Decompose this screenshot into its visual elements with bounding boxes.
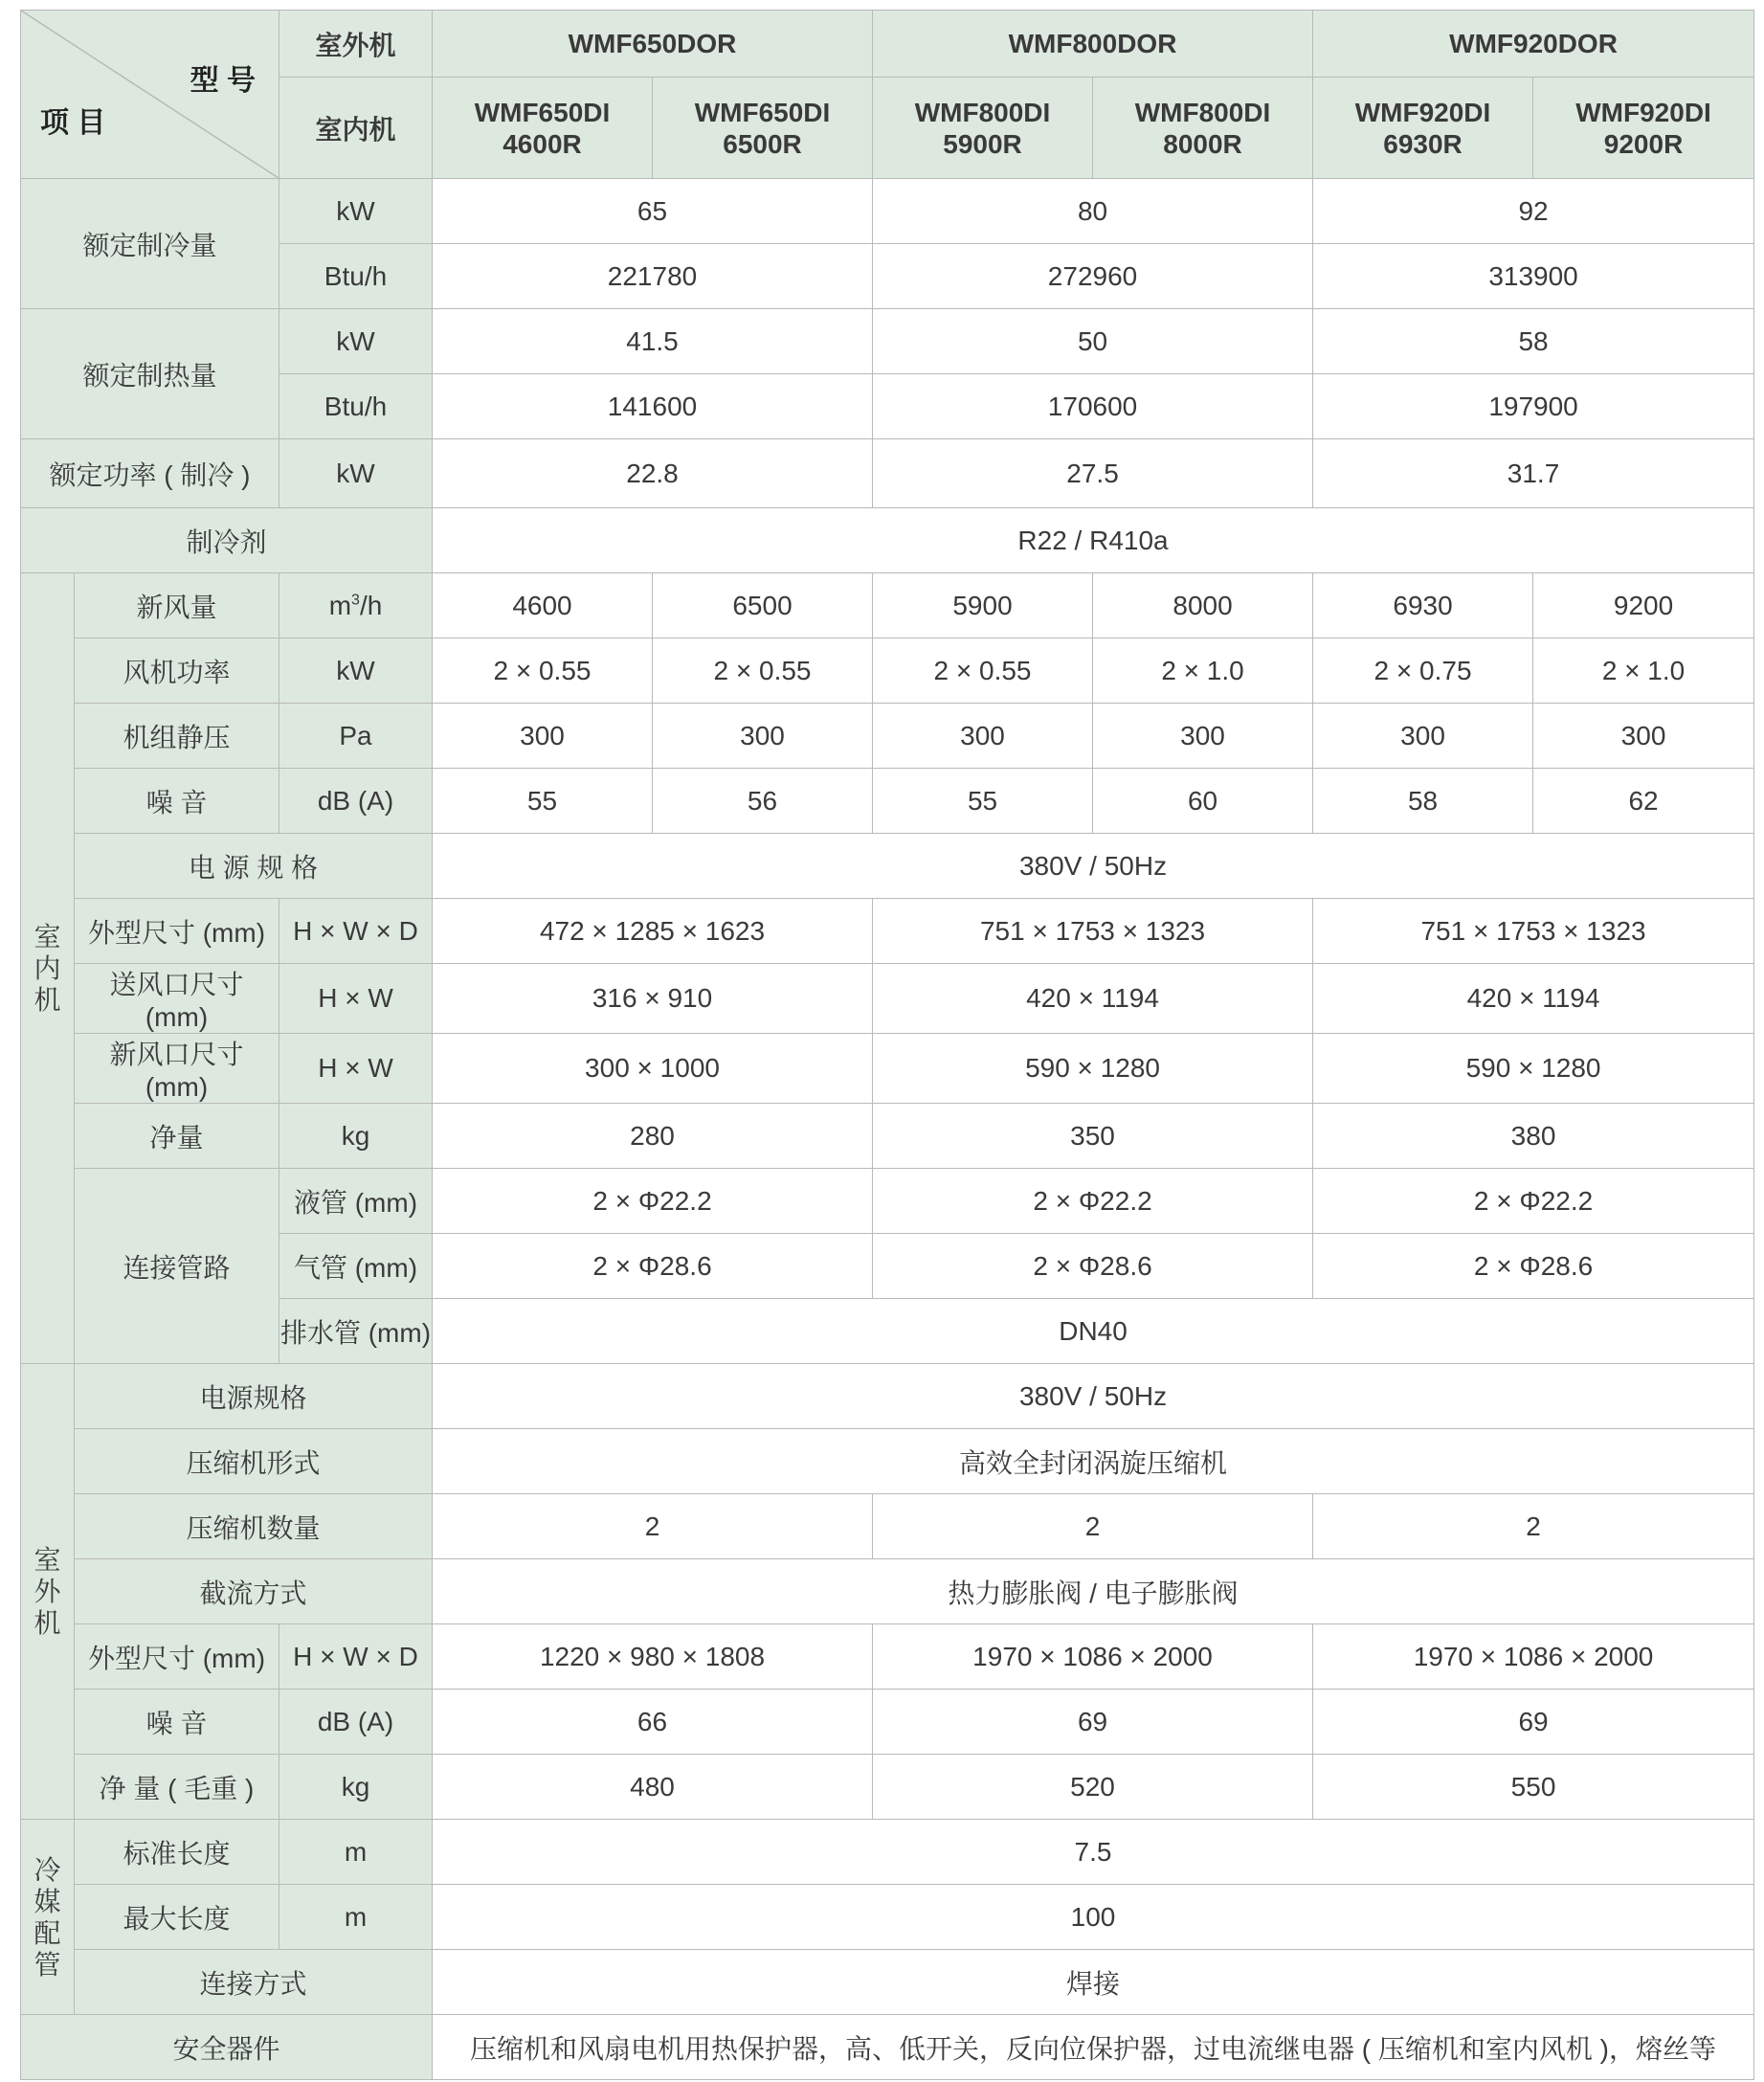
header-row-indoor (21, 78, 1754, 179)
row-supply-outlet (21, 964, 1754, 1034)
row-label: 截流方式 (75, 1559, 433, 1624)
value-cell: 1220 × 980 × 1808 (433, 1624, 873, 1690)
value-cell: 300 (433, 704, 653, 769)
row-label: 连接管路 (75, 1169, 279, 1364)
value-cell: 313900 (1313, 244, 1754, 309)
value-cell: 197900 (1313, 374, 1754, 439)
value-cell: 350 (873, 1104, 1313, 1169)
value-cell: 1970 × 1086 × 2000 (873, 1624, 1313, 1690)
value-cell: 65 (433, 179, 873, 244)
value-cell: 2 × Φ22.2 (433, 1169, 873, 1234)
value-cell: 380V / 50Hz (433, 834, 1754, 899)
value-cell: 2 × Φ28.6 (1313, 1234, 1754, 1299)
row-label: 外型尺寸 (mm) (75, 1624, 279, 1690)
value-cell: 2 × 0.75 (1313, 638, 1533, 704)
value-cell: 58 (1313, 769, 1533, 834)
row-drain-pipe (21, 1299, 1754, 1364)
spec-table (20, 10, 1754, 2080)
unit-cell: $m^3/h$ (279, 573, 433, 638)
value-cell: 2 × Φ22.2 (873, 1169, 1313, 1234)
value-cell: 1970 × 1086 × 2000 (1313, 1624, 1754, 1690)
value-cell: 55 (873, 769, 1093, 834)
row-outdoor-dimensions (21, 1624, 1754, 1690)
value-cell: 300 (653, 704, 873, 769)
value-cell: 590 × 1280 (1313, 1034, 1754, 1104)
indoor-model: WMF920DI 6930R (1313, 78, 1533, 179)
row-label: 额定制冷量 (21, 179, 279, 309)
value-cell: 170600 (873, 374, 1313, 439)
row-label: 噪 音 (75, 769, 279, 834)
unit-cell: m (279, 1820, 433, 1885)
unit-cell: kW (279, 439, 433, 508)
value-cell: 380V / 50Hz (433, 1364, 1754, 1429)
value-cell: 316 × 910 (433, 964, 873, 1034)
row-compressor-count (21, 1494, 1754, 1559)
value-cell: 压缩机和风扇电机用热保护器，高、低开关，反向位保护器，过电流继电器 ( 压缩机和室内风机 )，熔丝等 (433, 2015, 1754, 2080)
unit-cell: kW (279, 309, 433, 374)
unit-cell: m (279, 1885, 433, 1950)
row-label: 新风口尺寸 (mm) (75, 1034, 279, 1104)
value-cell: 92 (1313, 179, 1754, 244)
row-label: 标准长度 (75, 1820, 279, 1885)
value-cell: 55 (433, 769, 653, 834)
header-row-outdoor (21, 11, 1754, 78)
row-connection (21, 1950, 1754, 2015)
row-label: 噪 音 (75, 1690, 279, 1755)
value-cell: 280 (433, 1104, 873, 1169)
row-label: 压缩机形式 (75, 1429, 433, 1494)
row-label: 电源规格 (75, 1364, 433, 1429)
value-cell: 590 × 1280 (873, 1034, 1313, 1104)
unit-cell: H × W (279, 1034, 433, 1104)
value-cell: 2 (1313, 1494, 1754, 1559)
row-standard-length (21, 1820, 1754, 1885)
row-label: 制冷剂 (21, 508, 433, 573)
value-cell: DN40 (433, 1299, 1754, 1364)
unit-cell: dB (A) (279, 1690, 433, 1755)
value-cell: 4600 (433, 573, 653, 638)
value-cell: 2 × Φ28.6 (873, 1234, 1313, 1299)
value-cell: 41.5 (433, 309, 873, 374)
row-refrigerant (21, 508, 1754, 573)
section-outdoor: 室 外 机 (21, 1364, 75, 1820)
value-cell: 300 (873, 704, 1093, 769)
row-compressor-type (21, 1429, 1754, 1494)
value-cell: 380 (1313, 1104, 1754, 1169)
value-cell: 2 × 0.55 (873, 638, 1093, 704)
value-cell: 66 (433, 1690, 873, 1755)
value-cell: 50 (873, 309, 1313, 374)
indoor-label: 室内机 (279, 78, 433, 179)
value-cell: 300 × 1000 (433, 1034, 873, 1104)
row-power (21, 439, 1754, 508)
row-indoor-weight (21, 1104, 1754, 1169)
unit-cell: H × W × D (279, 1624, 433, 1690)
value-cell: 焊接 (433, 1950, 1754, 2015)
unit-cell: dB (A) (279, 769, 433, 834)
value-cell: 9200 (1533, 573, 1754, 638)
header-corner (21, 11, 279, 179)
row-heating-btu (21, 374, 1754, 439)
value-cell: 272960 (873, 244, 1313, 309)
row-label: 额定功率 ( 制冷 ) (21, 439, 279, 508)
row-indoor-noise (21, 769, 1754, 834)
value-cell: 2 × 0.55 (433, 638, 653, 704)
row-label: 连接方式 (75, 1950, 433, 2015)
value-cell: 6930 (1313, 573, 1533, 638)
unit-cell: Pa (279, 704, 433, 769)
row-label: 额定制热量 (21, 309, 279, 439)
value-cell: 221780 (433, 244, 873, 309)
row-label: 净 量 ( 毛重 ) (75, 1755, 279, 1820)
row-outdoor-noise (21, 1690, 1754, 1755)
outdoor-model: WMF800DOR (873, 11, 1313, 78)
value-cell: 751 × 1753 × 1323 (873, 899, 1313, 964)
indoor-model: WMF650DI 4600R (433, 78, 653, 179)
value-cell: 80 (873, 179, 1313, 244)
value-cell: 56 (653, 769, 873, 834)
unit-cell: kg (279, 1104, 433, 1169)
value-cell: 2 × 0.55 (653, 638, 873, 704)
row-outdoor-power-supply (21, 1364, 1754, 1429)
section-refrigerant-piping: 冷 媒 配 管 (21, 1820, 75, 2015)
row-fresh-inlet (21, 1034, 1754, 1104)
value-cell: 420 × 1194 (873, 964, 1313, 1034)
indoor-model: WMF800DI 5900R (873, 78, 1093, 179)
value-cell: 520 (873, 1755, 1313, 1820)
value-cell: 2 × Φ28.6 (433, 1234, 873, 1299)
row-liquid-pipe (21, 1169, 1754, 1234)
value-cell: 60 (1093, 769, 1313, 834)
unit-cell: H × W (279, 964, 433, 1034)
row-label: 机组静压 (75, 704, 279, 769)
value-cell: 2 × 1.0 (1093, 638, 1313, 704)
indoor-model: WMF800DI 8000R (1093, 78, 1313, 179)
value-cell: 420 × 1194 (1313, 964, 1754, 1034)
unit-cell: Btu/h (279, 244, 433, 309)
value-cell: 6500 (653, 573, 873, 638)
row-cooling-btu (21, 244, 1754, 309)
value-cell: 62 (1533, 769, 1754, 834)
value-cell: 27.5 (873, 439, 1313, 508)
unit-cell: 排水管 (mm) (279, 1299, 433, 1364)
row-label: 最大长度 (75, 1885, 279, 1950)
row-label: 风机功率 (75, 638, 279, 704)
outdoor-model: WMF650DOR (433, 11, 873, 78)
row-cooling-kw (21, 179, 1754, 244)
unit-cell: kW (279, 179, 433, 244)
item-label: 项 目 (40, 107, 106, 139)
value-cell: 300 (1533, 704, 1754, 769)
outdoor-label: 室外机 (279, 11, 433, 78)
row-label: 压缩机数量 (75, 1494, 433, 1559)
value-cell: 热力膨胀阀 / 电子膨胀阀 (433, 1559, 1754, 1624)
value-cell: 550 (1313, 1755, 1754, 1820)
value-cell: 751 × 1753 × 1323 (1313, 899, 1754, 964)
row-max-length (21, 1885, 1754, 1950)
row-label: 外型尺寸 (mm) (75, 899, 279, 964)
row-indoor-power-supply (21, 834, 1754, 899)
value-cell: 100 (433, 1885, 1754, 1950)
value-cell: 2 (873, 1494, 1313, 1559)
value-cell: R22 / R410a (433, 508, 1754, 573)
value-cell: 69 (873, 1690, 1313, 1755)
value-cell: 69 (1313, 1690, 1754, 1755)
unit-cell: kg (279, 1755, 433, 1820)
value-cell: 5900 (873, 573, 1093, 638)
row-label: 送风口尺寸 (mm) (75, 964, 279, 1034)
unit-cell: H × W × D (279, 899, 433, 964)
unit-cell: Btu/h (279, 374, 433, 439)
row-outdoor-weight (21, 1755, 1754, 1820)
value-cell: 141600 (433, 374, 873, 439)
row-gas-pipe (21, 1234, 1754, 1299)
value-cell: 2 × 1.0 (1533, 638, 1754, 704)
indoor-model: WMF920DI 9200R (1533, 78, 1754, 179)
indoor-model: WMF650DI 6500R (653, 78, 873, 179)
row-throttle (21, 1559, 1754, 1624)
row-static-pressure (21, 704, 1754, 769)
row-label: 电 源 规 格 (75, 834, 433, 899)
row-indoor-dimensions (21, 899, 1754, 964)
outdoor-model: WMF920DOR (1313, 11, 1754, 78)
row-safety (21, 2015, 1754, 2080)
value-cell: 58 (1313, 309, 1754, 374)
row-label: 净量 (75, 1104, 279, 1169)
value-cell: 高效全封闭涡旋压缩机 (433, 1429, 1754, 1494)
value-cell: 8000 (1093, 573, 1313, 638)
row-label: 新风量 (75, 573, 279, 638)
row-airflow (21, 573, 1754, 638)
value-cell: 2 (433, 1494, 873, 1559)
value-cell: 480 (433, 1755, 873, 1820)
row-label: 安全器件 (21, 2015, 433, 2080)
value-cell: 472 × 1285 × 1623 (433, 899, 873, 964)
unit-cell: 液管 (mm) (279, 1169, 433, 1234)
value-cell: 300 (1093, 704, 1313, 769)
unit-cell: kW (279, 638, 433, 704)
model-label: 型 号 (190, 65, 256, 97)
unit-cell: 气管 (mm) (279, 1234, 433, 1299)
value-cell: 7.5 (433, 1820, 1754, 1885)
row-fan-power (21, 638, 1754, 704)
section-indoor: 室 内 机 (21, 573, 75, 1364)
value-cell: 22.8 (433, 439, 873, 508)
value-cell: 31.7 (1313, 439, 1754, 508)
value-cell: 300 (1313, 704, 1533, 769)
value-cell: 2 × Φ22.2 (1313, 1169, 1754, 1234)
row-heating-kw (21, 309, 1754, 374)
